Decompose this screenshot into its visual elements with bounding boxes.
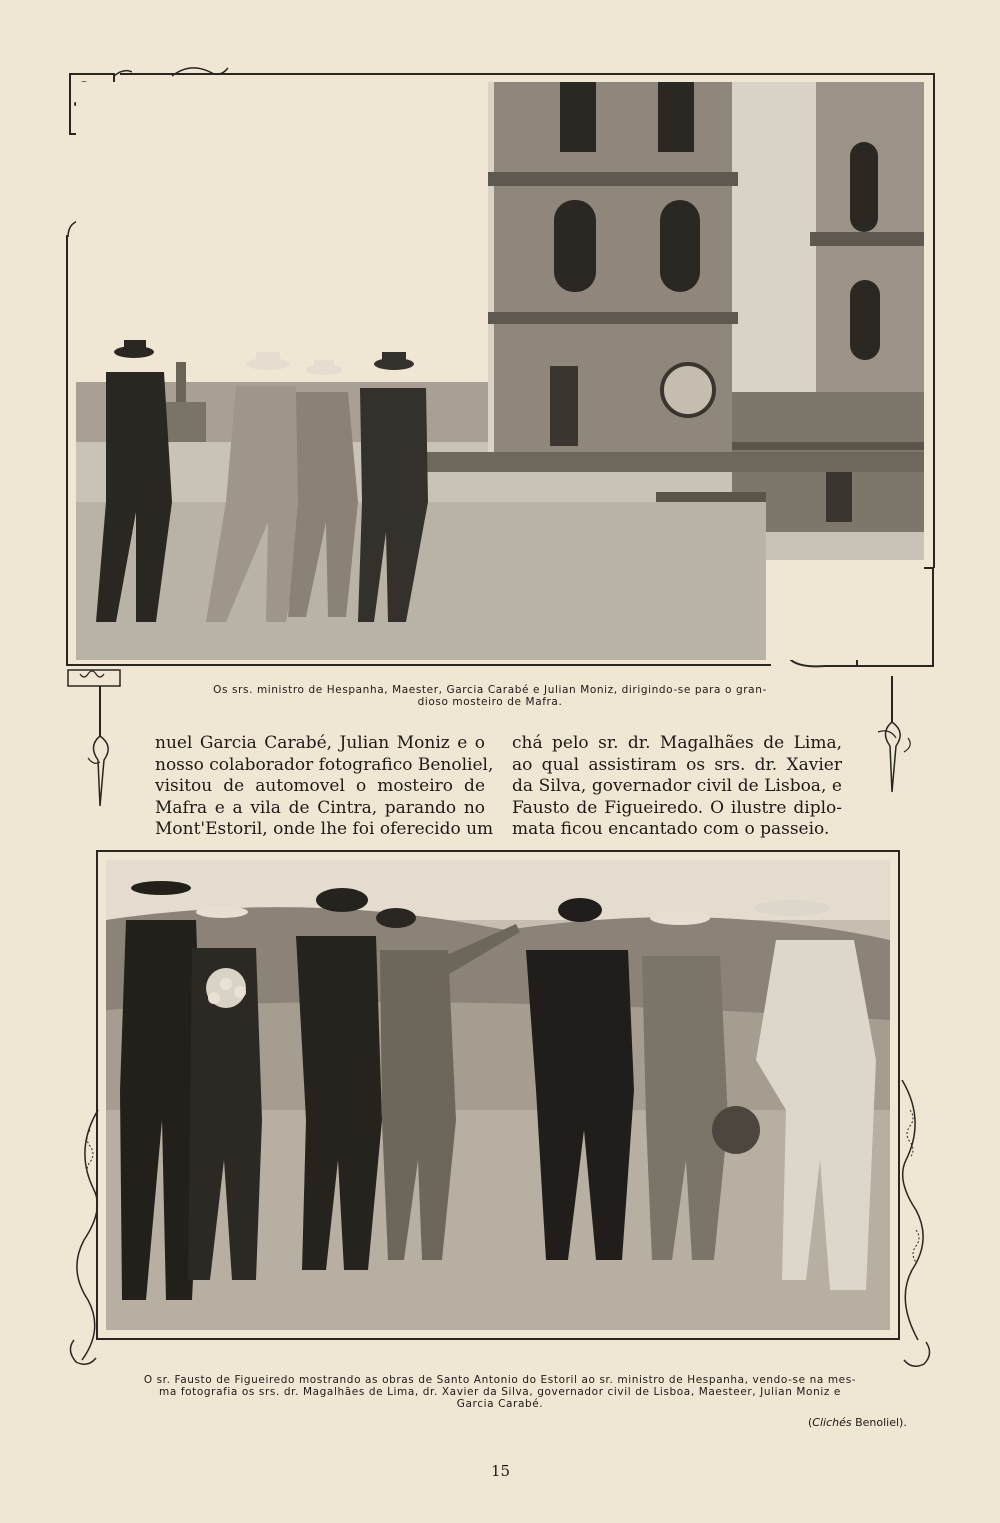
flourish-top xyxy=(170,64,230,80)
pendant-ornament-right xyxy=(870,672,930,802)
side-ornament-right xyxy=(896,1080,936,1370)
credit-open: ( xyxy=(808,1416,813,1429)
body-line: Mafra e a vila de Cintra, parando no xyxy=(155,797,485,818)
caption-line: Os srs. ministro de Hespanha, Maester, Garcia Carabé e Julian Moniz, dirigindo-se para o gran- xyxy=(213,684,767,696)
caption-line: ma fotografia os srs. dr. Magalhães de Lima, dr. Xavier da Silva, governador civil de Lisboa, Maesteer, Julian Moniz e xyxy=(159,1386,841,1398)
body-line: chá pelo sr. dr. Magalhães de Lima, xyxy=(512,733,842,753)
left-frame-border xyxy=(66,235,68,665)
bottom-frame-border xyxy=(66,664,771,666)
body-line: da Silva, governador civil de Lisboa, e xyxy=(512,776,842,797)
top-frame-border xyxy=(120,73,935,75)
body-line: nuel Garcia Carabé, Julian Moniz e o xyxy=(155,733,485,753)
pendant-ornament-left xyxy=(64,666,124,816)
body-line: ao qual assistiram os srs. dr. Xavier xyxy=(512,754,842,775)
body-line: mata ficou encantado com o passeio. xyxy=(512,819,830,840)
body-line: Fausto de Figueiredo. O ilustre diplo- xyxy=(512,797,842,818)
page-number: 15 xyxy=(491,1462,511,1480)
body-line: Mont'Estoril, onde lhe foi oferecido um xyxy=(155,819,494,840)
body-line: nosso colaborador fotografico Benoliel, xyxy=(155,754,494,775)
caption-line: dioso mosteiro de Mafra. xyxy=(417,696,563,708)
side-ornament-left xyxy=(64,1110,104,1370)
photo2-frame-top xyxy=(96,850,900,852)
body-column-right xyxy=(512,733,842,841)
photo-estoril-caption xyxy=(64,1374,936,1410)
credit-rest: Benoliel). xyxy=(851,1416,907,1429)
credit-italic: Clichés xyxy=(812,1416,852,1429)
body-line: visitou de automovel o mosteiro de xyxy=(155,776,485,797)
photo-estoril-group xyxy=(106,860,890,1330)
caption-line: O sr. Fausto de Figueiredo mostrando as obras de Santo Antonio do Estoril ao sr. ministro de Hespanha, vendo-se na mes- xyxy=(143,1374,857,1386)
body-column-left xyxy=(155,733,494,841)
right-frame-border xyxy=(933,73,935,568)
photo2-frame-bottom xyxy=(96,1338,900,1340)
photo-mafra-caption xyxy=(130,684,850,708)
photo-credit xyxy=(808,1416,907,1429)
caption-line: Garcia Carabé. xyxy=(456,1398,544,1410)
photo-mafra-visit xyxy=(76,82,924,660)
